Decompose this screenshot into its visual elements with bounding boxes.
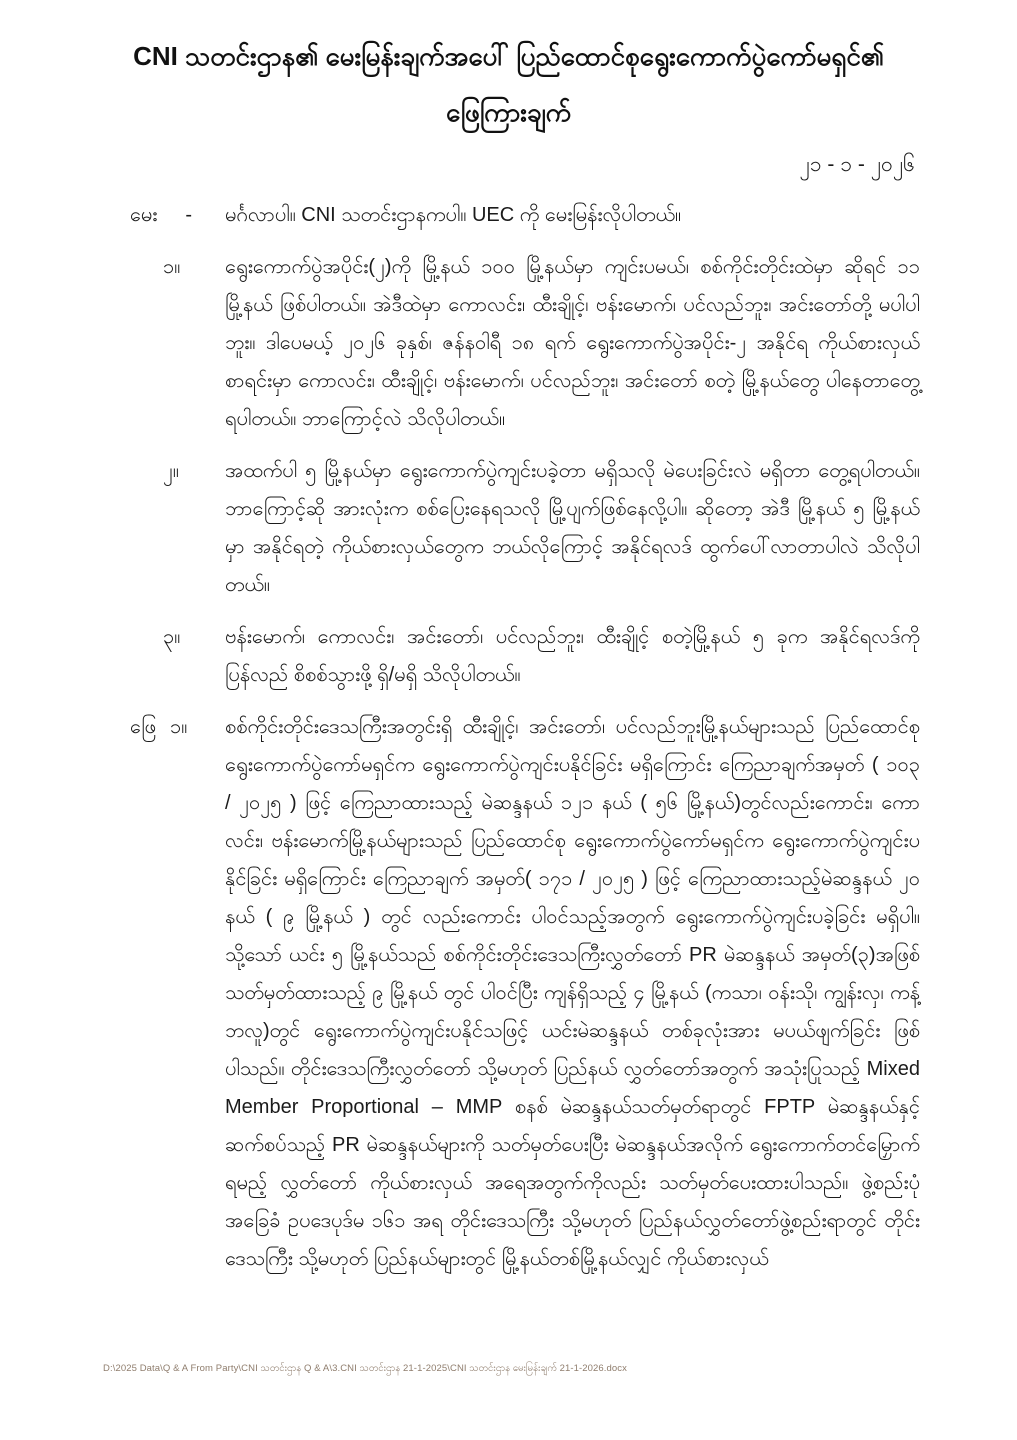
document-title: [0, 0, 1017, 140]
document-title-line-2: ဖြေကြားချက်: [445, 97, 572, 127]
paragraph-number: ၂။: [163, 460, 179, 482]
question-intro-row: [130, 196, 920, 234]
question-item-3: [130, 618, 920, 694]
answer-item-1-marker: [130, 708, 225, 1278]
question-intro-text: မင်္ဂလာပါ။ CNI သတင်းဌာနကပါ။ UEC ကို မေးမြန်းလိုပါတယ်။: [225, 204, 682, 226]
paragraph-text: ရွေးကောက်ပွဲအပိုင်း(၂)ကို မြို့နယ် ၁၀၀ မြို့နယ်မှာ ကျင်းပမယ်၊ စစ်ကိုင်းတိုင်းထဲမှာ ဆိုရင် ၁၁ မြို့နယ် ဖြစ်ပါတယ်။ အဲဒီထဲမှာ ကောလင်း၊ ထီးချိုင့်၊ ဗန်းမောက်၊ ပင်လည်ဘူး၊ အင်းတော်တို့ မပါပါဘူး။ ဒါပေမယ့် ၂၀၂၆ ခုနှစ်၊ ဇန်နဝါရီ ၁၈ ရက် ရွေးကောက်ပွဲအပိုင်း-၂ အနိုင်ရ ကိုယ်စားလှယ် စာရင်းမှာ ကောလင်း၊ ထီးချိုင့်၊ ဗန်းမောက်၊ ပင်လည်ဘူး၊ အင်းတော် စတဲ့ မြို့နယ်တွေ ပါနေတာတွေ့ရပါတယ်။ ဘာကြောင့်လဲ သိလိုပါတယ်။: [225, 256, 920, 430]
paragraph-number: ၃။: [163, 626, 181, 648]
answer-item-1: [130, 708, 920, 1278]
question-item-3-marker: [130, 618, 225, 694]
question-intro-marker: [130, 196, 225, 234]
paragraph-text: အထက်ပါ ၅ မြို့နယ်မှာ ရွေးကောက်ပွဲကျင်းပခဲ့တာ မရှိသလို မဲပေးခြင်းလဲ မရှိတာ တွေ့ရပါတယ်။ ဘာကြောင့်ဆို အားလုံးက စစ်ပြေးနေရသလို မြို့ပျက်ဖြစ်နေလို့ပါ။ ဆိုတော့ အဲဒီ မြို့နယ် ၅ မြို့နယ်မှာ အနိုင်ရတဲ့ ကိုယ်စားလှယ်တွေက ဘယ်လိုကြောင့် အနိုင်ရလဒ် ထွက်ပေါ်လာတာပါလဲ သိလိုပါတယ်။: [225, 460, 920, 596]
paragraph-text: ဗန်းမောက်၊ ကောလင်း၊ အင်းတော်၊ ပင်လည်ဘူး၊ ထီးချိုင့် စတဲ့မြို့နယ် ၅ ခုက အနိုင်ရလဒ်ကို ပြန်လည် စိစစ်သွားဖို့ ရှိ/မရှိ သိလိုပါတယ်။: [225, 626, 920, 686]
question-label-dash: -: [185, 204, 193, 226]
question-item-2-marker: [130, 452, 225, 604]
document-date: ၂၁ - ၁ - ၂၀၂၆: [799, 153, 915, 176]
paragraph-number: ၁။: [170, 716, 188, 738]
paragraph-number: ၁။: [163, 256, 181, 278]
paragraph-text: စစ်ကိုင်းတိုင်းဒေသကြီးအတွင်းရှိ ထီးချိုင့်၊ အင်းတော်၊ ပင်လည်ဘူးမြို့နယ်များသည် ပြည်ထောင်စုရွေးကောက်ပွဲကော်မရှင်က ရွေးကောက်ပွဲကျင်းပနိုင်ခြင်း မရှိကြောင်း ကြေညာချက်အမှတ် ( ၁၀၃ / ၂၀၂၅ ) ဖြင့် ကြေညာထားသည့် မဲဆန္ဒနယ် ၁၂၁ နယ် ( ၅၆ မြို့နယ်)တွင်လည်းကောင်း၊ ကောလင်း၊ ဗန်းမောက်မြို့နယ်များသည် ပြည်ထောင်စု ရွေးကောက်ပွဲကော်မရှင်က ရွေးကောက်ပွဲကျင်းပနိုင်ခြင်း မရှိကြောင်း ကြေညာချက် အမှတ်( ၁၇၁ / ၂၀၂၅ ) ဖြင့် ကြေညာထားသည့်မဲဆန္ဒနယ် ၂၀ နယ် ( ၉ မြို့နယ် ) တွင် လည်းကောင်း ပါဝင်သည့်အတွက် ရွေးကောက်ပွဲကျင်းပခဲ့ခြင်း မရှိပါ။ သို့သော် ယင်း ၅ မြို့နယ်သည် စစ်ကိုင်းတိုင်းဒေသကြီးလွှတ်တော် PR မဲဆန္ဒနယ် အမှတ်(၃)အဖြစ် သတ်မှတ်ထားသည့် ၉ မြို့နယ် တွင် ပါဝင်ပြီး ကျန်ရှိသည့် ၄ မြို့နယ် (ကသာ၊ ဝန်းသို၊ ကျွန်းလှ၊ ကန့်ဘလူ)တွင် ရွေးကောက်ပွဲကျင်းပနိုင်သဖြင့် ယင်းမဲဆန္ဒနယ် တစ်ခုလုံးအား မပယ်ဖျက်ခြင်း ဖြစ်ပါသည်။ တိုင်းဒေသကြီးလွှတ်တော် သို့မဟုတ် ပြည်နယ် လွှတ်တော်အတွက် အသုံးပြုသည့် Mixed Member Proportional – MMP စနစ် မဲဆန္ဒနယ်သတ်မှတ်ရာတွင် FPTP မဲဆန္ဒနယ်နှင့် ဆက်စပ်သည့် PR မဲဆန္ဒနယ်များကို သတ်မှတ်ပေးပြီး မဲဆန္ဒနယ်အလိုက် ရွေးကောက်တင်မြှောက်ရမည့် လွှတ်တော် ကိုယ်စားလှယ် အရေအတွက်ကိုလည်း သတ်မှတ်ပေးထားပါသည်။ ဖွဲ့စည်းပုံအခြေခံ ဥပဒေပုဒ်မ ၁၆၁ အရ တိုင်းဒေသကြီး သို့မဟုတ် ပြည်နယ်လွှတ်တော်ဖွဲ့စည်းရာတွင် တိုင်းဒေသကြီး သို့မဟုတ် ပြည်နယ်များတွင် မြို့နယ်တစ်မြို့နယ်လျှင် ကိုယ်စားလှယ်: [225, 716, 920, 1270]
question-item-1: [130, 248, 920, 438]
question-item-1-marker: [130, 248, 225, 438]
answer-label: ဖြေ: [130, 716, 157, 738]
question-label: မေး: [130, 204, 158, 226]
document-body: [0, 196, 1017, 1278]
question-item-2: [130, 452, 920, 604]
document-title-line-1: CNI သတင်းဌာန၏ မေးမြန်းချက်အပေါ် ပြည်ထောင်စုရွေးကောက်ပွဲကော်မရှင်၏: [133, 41, 884, 71]
file-path: D:\2025 Data\Q & A From Party\CNI သတင်းဌာန Q & A\3.CNI သတင်းဌာန 21-1-2025\CNI သတင်းဌာန မေးမြန်းချက် 21-1-2026.docx: [103, 1363, 627, 1374]
